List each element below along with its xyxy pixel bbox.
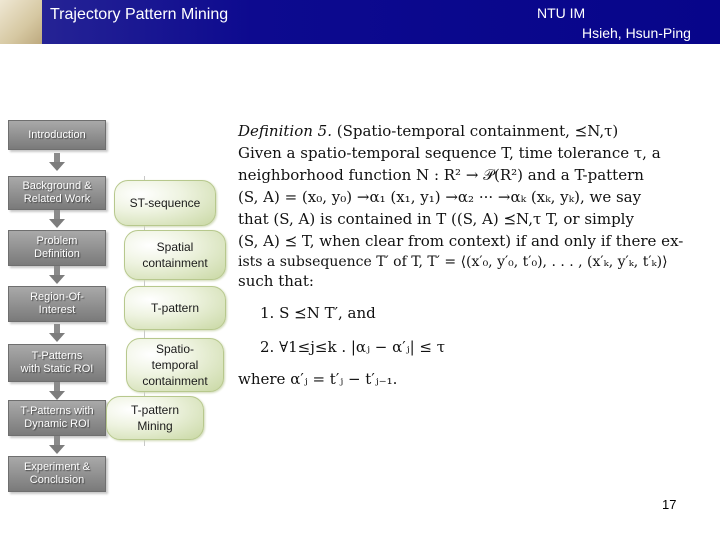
subnav-item-label: Spatio- temporal containment — [142, 342, 208, 388]
subnav-item-label: T-pattern Mining — [130, 403, 180, 433]
title-bar — [0, 0, 720, 44]
organization-label: NTU IM — [537, 5, 586, 21]
arrow-down-icon — [51, 210, 63, 228]
definition-line: that (S, A) is contained in T ((S, A) ⪯N,τ T, or simply — [238, 210, 634, 228]
subnav-item-t-pattern-mining[interactable] — [106, 396, 204, 440]
definition-condition-1: 1. S ⪯N T′, and — [260, 304, 376, 322]
nav-item-problem-definition[interactable] — [8, 230, 106, 266]
definition-where-clause: where α′ⱼ = t′ⱼ − t′ⱼ₋₁. — [238, 370, 398, 388]
nav-item-background[interactable] — [8, 176, 106, 210]
subnav-item-t-pattern[interactable] — [124, 286, 226, 330]
author-label: Hsieh, Hsun-Ping — [582, 25, 691, 41]
nav-item-introduction[interactable] — [8, 120, 106, 150]
subnav-item-spatial-containment[interactable] — [124, 230, 226, 280]
nav-item-static-roi[interactable] — [8, 344, 106, 382]
subnav-item-label: T-pattern — [150, 301, 200, 315]
university-logo — [0, 0, 42, 44]
definition-condition-2: 2. ∀1≤j≤k . |αⱼ − α′ⱼ| ≤ τ — [260, 338, 446, 356]
arrow-down-icon — [51, 266, 63, 284]
subnav-item-spatio-temporal-containment[interactable] — [126, 338, 224, 392]
arrow-down-icon — [51, 382, 63, 400]
definition-line: (S, A) ⪯ T, when clear from context) if and only if there ex- — [238, 232, 684, 250]
definition-heading-rest: (Spatio-temporal containment, ⪯N,τ) — [336, 122, 619, 140]
nav-item-label: Region-Of- Interest — [30, 291, 84, 316]
definition-heading: Definition 5. — [238, 122, 332, 140]
definition-block — [238, 122, 712, 394]
subnav-item-label: Spatial containment — [142, 240, 208, 270]
nav-item-experiment[interactable] — [8, 456, 106, 492]
nav-item-label: Background & Related Work — [22, 180, 92, 205]
nav-item-label: T-Patterns with Static ROI — [20, 350, 94, 375]
subnav-item-label: ST-sequence — [129, 196, 201, 210]
definition-line: (S, A) = (x₀, y₀) →α₁ (x₁, y₁) →α₂ ··· →αₖ (xₖ, yₖ), we say — [238, 188, 642, 206]
definition-heading-line — [238, 122, 618, 140]
slide-title: Trajectory Pattern Mining — [50, 6, 229, 23]
nav-item-region-of-interest[interactable] — [8, 286, 106, 322]
subnav-item-st-sequence[interactable] — [114, 180, 216, 226]
nav-item-label: Problem Definition — [34, 235, 80, 260]
definition-line: neighborhood function N : R² → 𝒫(R²) and a T-pattern — [238, 166, 644, 184]
arrow-down-icon — [51, 153, 63, 171]
nav-item-label: T-Patterns with Dynamic ROI — [20, 405, 94, 430]
page-number: 17 — [662, 497, 677, 512]
arrow-down-icon — [51, 324, 63, 342]
arrow-down-icon — [51, 436, 63, 454]
nav-item-label: Experiment & Conclusion — [23, 461, 91, 486]
nav-item-dynamic-roi[interactable] — [8, 400, 106, 436]
nav-item-label: Introduction — [28, 128, 86, 141]
definition-line: ists a subsequence T′ of T, T′ = ⟨(x′₀, y′₀, t′₀), . . . , (x′ₖ, y′ₖ, t′ₖ)⟩ — [238, 254, 668, 270]
definition-line: Given a spatio-temporal sequence T, time tolerance τ, a — [238, 144, 661, 162]
definition-line: such that: — [238, 272, 314, 290]
